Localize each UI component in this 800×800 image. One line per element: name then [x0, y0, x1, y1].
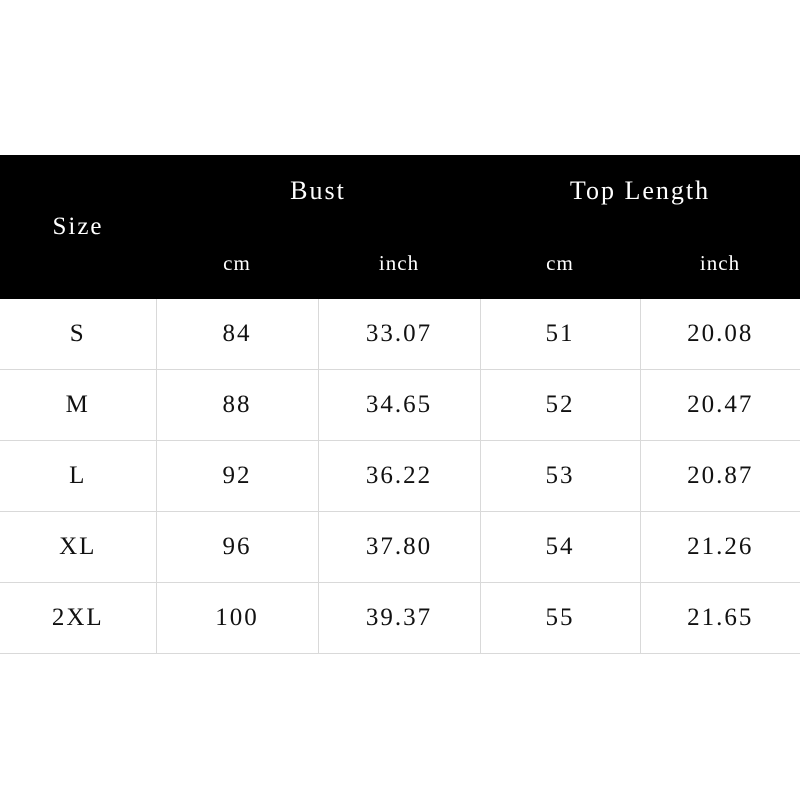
column-header-size: Size	[0, 155, 156, 299]
cell-bust-cm: 100	[156, 583, 318, 654]
cell-length-inch: 20.08	[640, 299, 800, 370]
column-header-length-cm: cm	[480, 227, 640, 299]
table-row	[0, 370, 800, 441]
column-header-bust-cm: cm	[156, 227, 318, 299]
table-row	[0, 441, 800, 512]
table-row	[0, 583, 800, 654]
cell-length-inch: 21.65	[640, 583, 800, 654]
cell-length-cm: 52	[480, 370, 640, 441]
cell-length-cm: 55	[480, 583, 640, 654]
cell-length-cm: 53	[480, 441, 640, 512]
cell-bust-cm: 92	[156, 441, 318, 512]
cell-bust-inch: 39.37	[318, 583, 480, 654]
table-header-row-groups	[0, 155, 800, 227]
cell-size: M	[0, 370, 156, 441]
cell-length-inch: 21.26	[640, 512, 800, 583]
table-row	[0, 299, 800, 370]
cell-bust-inch: 37.80	[318, 512, 480, 583]
cell-bust-cm: 88	[156, 370, 318, 441]
cell-bust-inch: 33.07	[318, 299, 480, 370]
cell-size: XL	[0, 512, 156, 583]
cell-size: 2XL	[0, 583, 156, 654]
column-header-bust: Bust	[156, 155, 480, 227]
cell-size: L	[0, 441, 156, 512]
column-header-bust-inch: inch	[318, 227, 480, 299]
column-header-length-inch: inch	[640, 227, 800, 299]
column-header-top-length: Top Length	[480, 155, 800, 227]
cell-size: S	[0, 299, 156, 370]
cell-bust-cm: 84	[156, 299, 318, 370]
cell-length-inch: 20.47	[640, 370, 800, 441]
cell-length-inch: 20.87	[640, 441, 800, 512]
cell-length-cm: 54	[480, 512, 640, 583]
cell-length-cm: 51	[480, 299, 640, 370]
cell-bust-cm: 96	[156, 512, 318, 583]
cell-bust-inch: 36.22	[318, 441, 480, 512]
size-chart-table	[0, 155, 800, 654]
table-row	[0, 512, 800, 583]
cell-bust-inch: 34.65	[318, 370, 480, 441]
